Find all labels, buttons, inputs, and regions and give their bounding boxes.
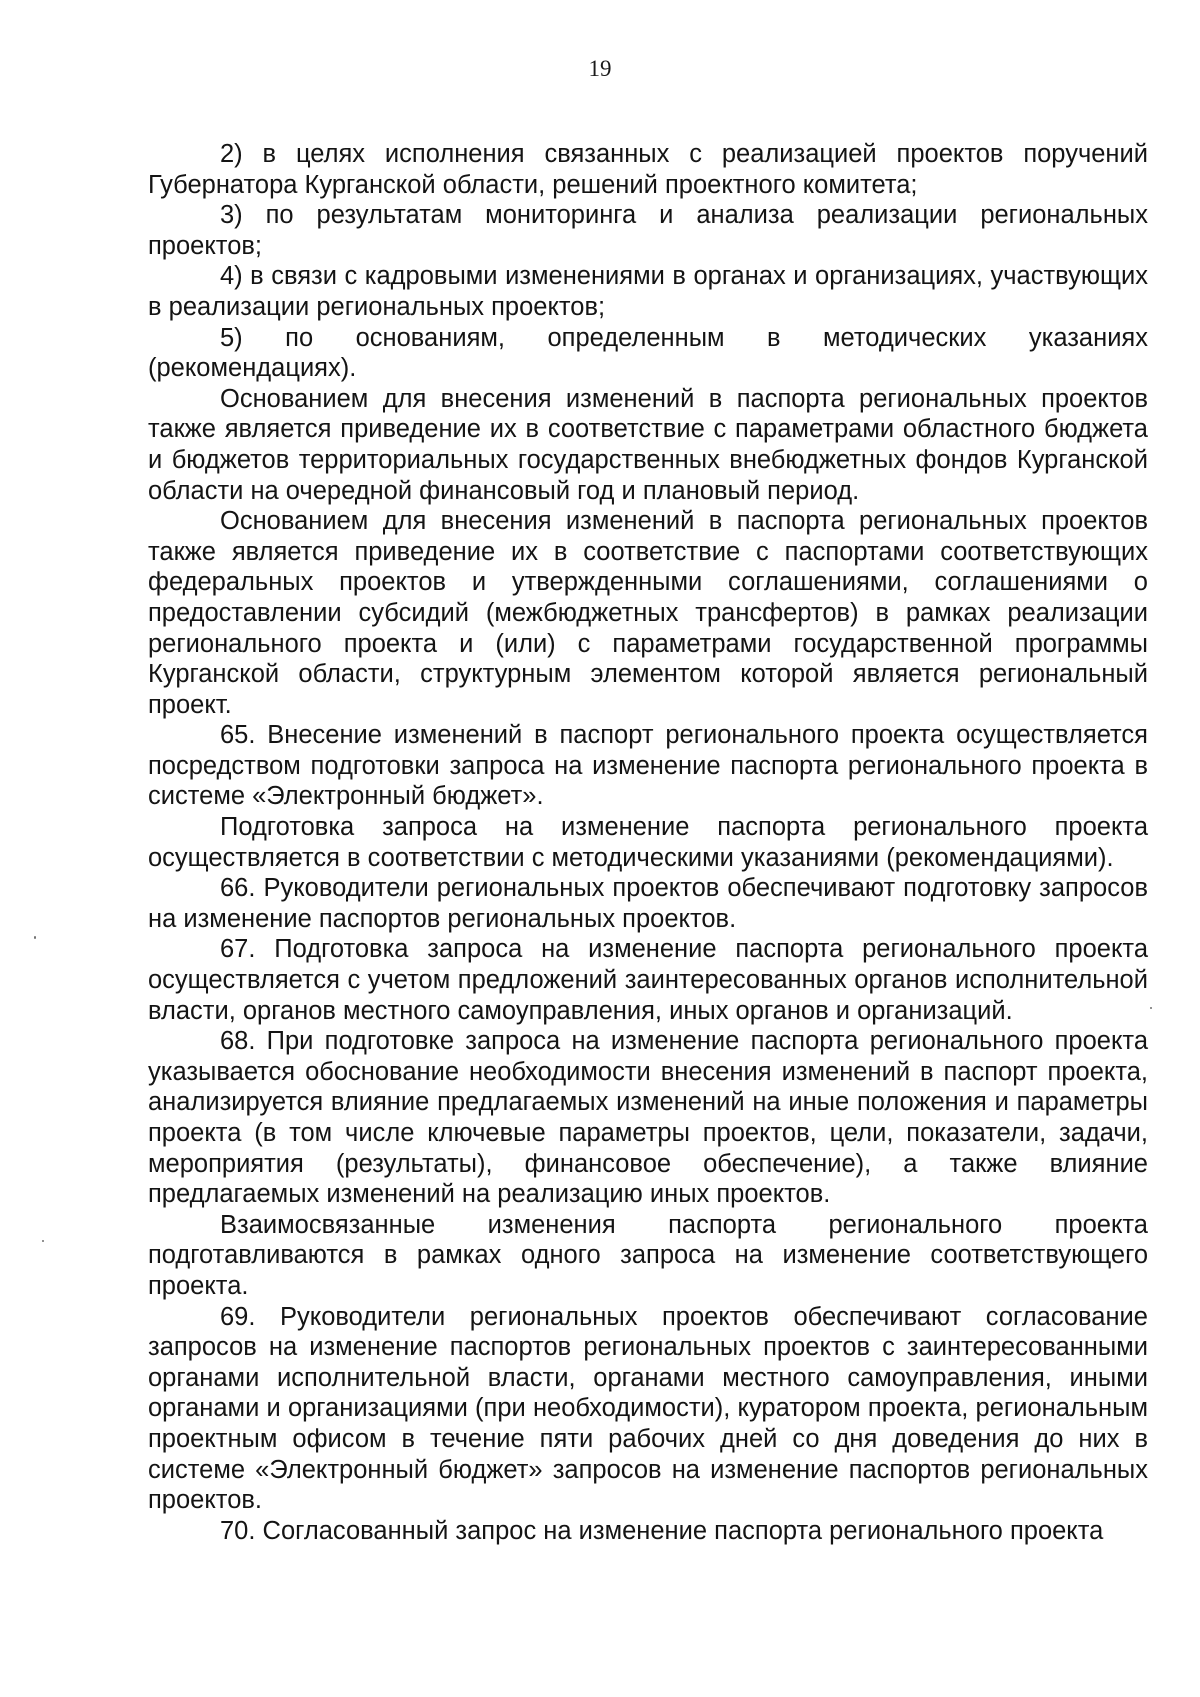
paragraph-70: 70. Согласованный запрос на изменение паспорта регионального проекта [220,1516,1104,1545]
paragraph-budget-basis: Основанием для внесения изменений в паспорта региональных проектов также является приведение их в соответствие с параметрами областного бюджета и бюджетов территориальных государственных внебюджетных фондов Курганской области на очередной финансовый год и плановый период. [148,384,1148,505]
scan-speck [1150,1007,1152,1009]
paragraph-68: 68. При подготовке запроса на изменение паспорта регионального проекта указывается обоснование необходимости внесения изменений в паспорт проекта, анализируется влияние предлагаемых изменений на иные положения и параметры проекта (в том числе ключевые параметры проектов, цели, показатели, задачи, мероприятия (результаты), финансовое обеспечение), а также влияние предлагаемых изменений на реализацию иных проектов. [148,1027,1148,1209]
paragraph-68-related-changes: Взаимосвязанные изменения паспорта регионального проекта подготавливаются в рамках одного запроса на изменение соответствующего проекта. [148,1210,1148,1300]
paragraph-67: 67. Подготовка запроса на изменение паспорта регионального проекта осуществляется с учетом предложений заинтересованных органов исполнительной власти, органов местного самоуправления, иных органов и организаций. [148,935,1148,1025]
paragraph-66: 66. Руководители региональных проектов обеспечивают подготовку запросов на изменение паспортов региональных проектов. [148,874,1148,933]
paragraph-item-3: 3) по результатам мониторинга и анализа реализации региональных проектов; [148,201,1148,260]
paragraph-65-preparation: Подготовка запроса на изменение паспорта регионального проекта осуществляется в соответствии с методическими указаниями (рекомендациями). [148,813,1148,872]
paragraph-federal-basis: Основанием для внесения изменений в паспорта региональных проектов также является приведение их в соответствие с паспортами соответствующих федеральных проектов и утвержденными соглашениями, соглашениями о предоставлении субсидий (межбюджетных трансфертов) в рамках реализации регионального проекта и (или) с параметрами государственной программы Курганской области, структурным элементом которой является региональный проект. [148,507,1148,719]
paragraph-69: 69. Руководители региональных проектов обеспечивают согласование запросов на изменение паспортов региональных проектов с заинтересованными органами исполнительной власти, органами местного самоуправления, иными органами и организациями (при необходимости), куратором проекта, региональным проектным офисом в течение пяти рабочих дней со дня доведения до них в системе «Электронный бюджет» запросов на изменение паспортов региональных проектов. [148,1302,1148,1515]
paragraph-item-4: 4) в связи с кадровыми изменениями в органах и организациях, участвующих в реализации региональных проектов; [148,262,1148,321]
paragraph-item-5: 5) по основаниям, определенным в методических указаниях (рекомендациях). [148,323,1148,383]
page-number: 19 [588,56,612,81]
document-body [148,139,1148,1546]
scan-speck [34,936,36,939]
scan-speck [42,1240,44,1242]
paragraph-item-2: 2) в целях исполнения связанных с реализацией проектов поручений Губернатора Курганской области, решений проектного комитета; [148,140,1148,199]
paragraph-65: 65. Внесение изменений в паспорт регионального проекта осуществляется посредством подготовки запроса на изменение паспорта регионального проекта в системе «Электронный бюджет». [148,721,1148,811]
